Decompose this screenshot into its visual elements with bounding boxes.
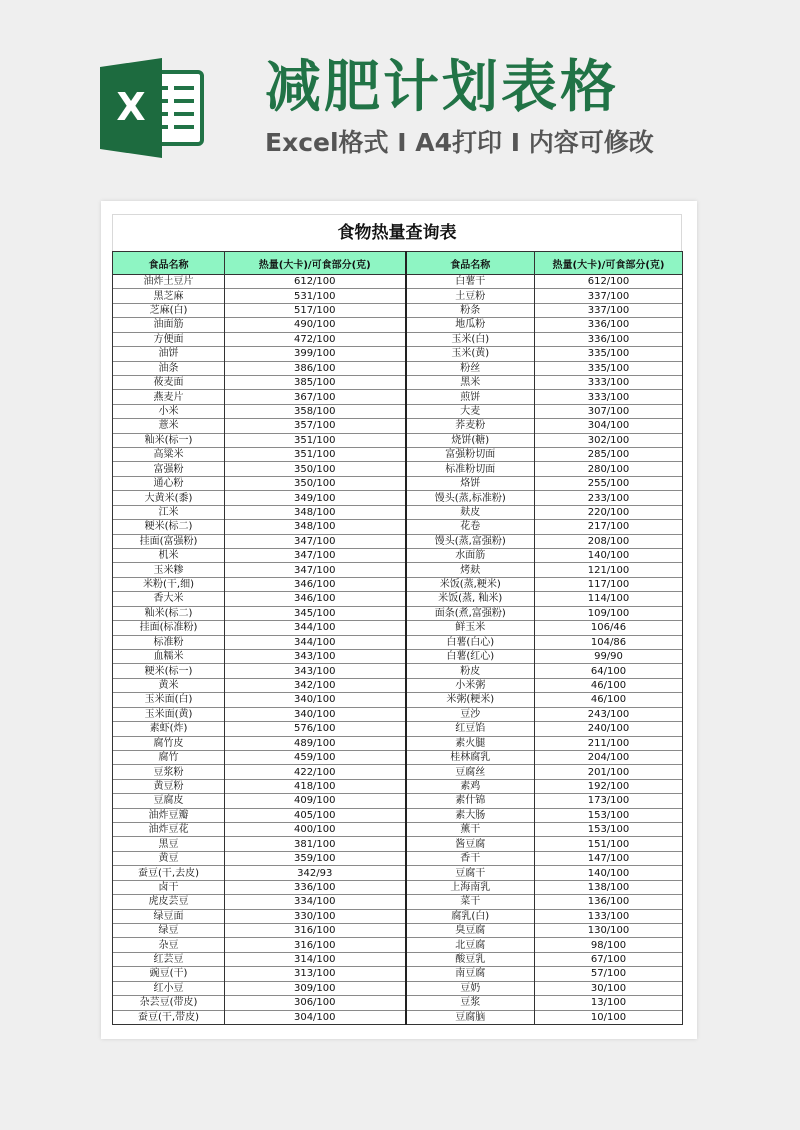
calorie-cell: 367/100 (225, 390, 406, 404)
food-name-cell: 酸豆乳 (406, 952, 535, 966)
calorie-cell: 350/100 (225, 476, 406, 490)
food-name-cell: 杂豆 (113, 938, 225, 952)
table-row (113, 462, 683, 476)
table-row (113, 823, 683, 837)
calorie-cell: 344/100 (225, 635, 406, 649)
food-name-cell: 臭豆腐 (406, 923, 535, 937)
calorie-cell: 347/100 (225, 549, 406, 563)
food-name-cell: 煎饼 (406, 390, 535, 404)
calorie-cell: 99/90 (535, 649, 683, 663)
calorie-cell: 240/100 (535, 722, 683, 736)
food-name-cell: 黄豆 (113, 851, 225, 865)
food-name-cell: 南豆腐 (406, 967, 535, 981)
food-name-cell: 米粉(干,细) (113, 577, 225, 591)
calorie-cell: 334/100 (225, 895, 406, 909)
food-name-cell: 油炸土豆片 (113, 275, 225, 289)
food-name-cell: 地瓜粉 (406, 318, 535, 332)
food-name-cell: 玉米面(黄) (113, 707, 225, 721)
calorie-cell: 153/100 (535, 808, 683, 822)
food-name-cell: 白薯干 (406, 275, 535, 289)
food-name-cell: 水面筋 (406, 549, 535, 563)
calorie-cell: 204/100 (535, 750, 683, 764)
calorie-cell: 67/100 (535, 952, 683, 966)
calorie-cell: 399/100 (225, 347, 406, 361)
food-name-cell: 黑豆 (113, 837, 225, 851)
food-name-cell: 籼米(标一) (113, 433, 225, 447)
calorie-cell: 345/100 (225, 606, 406, 620)
food-name-cell: 白薯(白心) (406, 635, 535, 649)
table-row (113, 419, 683, 433)
table-row (113, 404, 683, 418)
calorie-cell: 351/100 (225, 433, 406, 447)
calorie-cell: 348/100 (225, 505, 406, 519)
calorie-cell: 46/100 (535, 678, 683, 692)
calorie-cell: 280/100 (535, 462, 683, 476)
food-name-cell: 豆浆粉 (113, 765, 225, 779)
food-name-cell: 豌豆(干) (113, 967, 225, 981)
table-row (113, 520, 683, 534)
column-header-calories: 热量(大卡)/可食部分(克) (225, 252, 406, 275)
calorie-cell: 64/100 (535, 664, 683, 678)
food-name-cell: 米饭(蒸, 籼米) (406, 592, 535, 606)
food-name-cell: 素大肠 (406, 808, 535, 822)
calorie-cell: 153/100 (535, 823, 683, 837)
calorie-cell: 359/100 (225, 851, 406, 865)
food-name-cell: 馒头(蒸,标准粉) (406, 491, 535, 505)
calorie-cell: 531/100 (225, 289, 406, 303)
calorie-cell: 140/100 (535, 549, 683, 563)
table-row (113, 476, 683, 490)
food-name-cell: 素什锦 (406, 794, 535, 808)
food-name-cell: 黄米 (113, 678, 225, 692)
calorie-cell: 304/100 (535, 419, 683, 433)
food-name-cell: 黄豆粉 (113, 779, 225, 793)
table-row (113, 433, 683, 447)
food-name-cell: 血糯米 (113, 649, 225, 663)
food-name-cell: 江米 (113, 505, 225, 519)
food-name-cell: 黑芝麻 (113, 289, 225, 303)
calorie-cell: 381/100 (225, 837, 406, 851)
calorie-cell: 344/100 (225, 621, 406, 635)
calorie-cell: 340/100 (225, 693, 406, 707)
food-name-cell: 小米 (113, 404, 225, 418)
food-name-cell: 粉皮 (406, 664, 535, 678)
food-name-cell: 北豆腐 (406, 938, 535, 952)
food-name-cell: 玉米糁 (113, 563, 225, 577)
food-name-cell: 红豆馅 (406, 722, 535, 736)
table-row (113, 837, 683, 851)
table-row (113, 577, 683, 591)
food-name-cell: 米粥(粳米) (406, 693, 535, 707)
food-name-cell: 薰干 (406, 823, 535, 837)
food-name-cell: 挂面(富强粉) (113, 534, 225, 548)
calorie-cell: 192/100 (535, 779, 683, 793)
table-row (113, 549, 683, 563)
calorie-cell: 347/100 (225, 563, 406, 577)
calorie-cell: 472/100 (225, 332, 406, 346)
food-name-cell: 香大米 (113, 592, 225, 606)
calorie-cell: 98/100 (535, 938, 683, 952)
calorie-cell: 316/100 (225, 923, 406, 937)
food-name-cell: 荞麦粉 (406, 419, 535, 433)
table-row (113, 649, 683, 663)
table-row (113, 534, 683, 548)
food-name-cell: 标准粉 (113, 635, 225, 649)
excel-logo-letter: X (116, 85, 146, 129)
calorie-cell: 333/100 (535, 375, 683, 389)
calorie-cell: 233/100 (535, 491, 683, 505)
calorie-cell: 307/100 (535, 404, 683, 418)
calorie-cell: 422/100 (225, 765, 406, 779)
calorie-cell: 130/100 (535, 923, 683, 937)
table-row (113, 952, 683, 966)
calorie-cell: 517/100 (225, 303, 406, 317)
calorie-cell: 337/100 (535, 289, 683, 303)
calorie-cell: 336/100 (535, 332, 683, 346)
food-name-cell: 粉条 (406, 303, 535, 317)
calorie-cell: 30/100 (535, 981, 683, 995)
table-row (113, 505, 683, 519)
table-row (113, 707, 683, 721)
column-header-calories: 热量(大卡)/可食部分(克) (535, 252, 683, 275)
calorie-cell: 109/100 (535, 606, 683, 620)
calorie-cell: 489/100 (225, 736, 406, 750)
food-name-cell: 油炸豆瓣 (113, 808, 225, 822)
calorie-cell: 330/100 (225, 909, 406, 923)
table-row (113, 866, 683, 880)
calorie-cell: 220/100 (535, 505, 683, 519)
food-name-cell: 大麦 (406, 404, 535, 418)
calorie-cell: 306/100 (225, 996, 406, 1010)
food-name-cell: 红小豆 (113, 981, 225, 995)
calorie-cell: 343/100 (225, 664, 406, 678)
calorie-cell: 385/100 (225, 375, 406, 389)
food-name-cell: 通心粉 (113, 476, 225, 490)
food-name-cell: 油炸豆花 (113, 823, 225, 837)
food-name-cell: 腐竹皮 (113, 736, 225, 750)
food-name-cell: 杂芸豆(带皮) (113, 996, 225, 1010)
calorie-cell: 335/100 (535, 347, 683, 361)
table-row (113, 361, 683, 375)
food-name-cell: 油面筋 (113, 318, 225, 332)
food-name-cell: 馒头(蒸,富强粉) (406, 534, 535, 548)
calorie-cell: 358/100 (225, 404, 406, 418)
calorie-cell: 121/100 (535, 563, 683, 577)
table-row (113, 765, 683, 779)
calorie-cell: 302/100 (535, 433, 683, 447)
table-row (113, 390, 683, 404)
calorie-cell: 313/100 (225, 967, 406, 981)
calorie-cell: 336/100 (535, 318, 683, 332)
food-name-cell: 蚕豆(干,带皮) (113, 1010, 225, 1024)
calorie-cell: 46/100 (535, 693, 683, 707)
food-name-cell: 富强粉切面 (406, 448, 535, 462)
food-name-cell: 粳米(标一) (113, 664, 225, 678)
calorie-cell: 343/100 (225, 649, 406, 663)
table-row (113, 923, 683, 937)
table-row (113, 981, 683, 995)
table-row (113, 347, 683, 361)
calorie-cell: 316/100 (225, 938, 406, 952)
calorie-cell: 151/100 (535, 837, 683, 851)
page-header (0, 0, 800, 200)
food-name-cell: 红芸豆 (113, 952, 225, 966)
food-name-cell: 烧饼(糖) (406, 433, 535, 447)
food-name-cell: 豆浆 (406, 996, 535, 1010)
food-name-cell: 土豆粉 (406, 289, 535, 303)
table-row (113, 332, 683, 346)
table-row (113, 693, 683, 707)
calorie-cell: 304/100 (225, 1010, 406, 1024)
calorie-cell: 349/100 (225, 491, 406, 505)
food-name-cell: 素虾(炸) (113, 722, 225, 736)
table-row (113, 621, 683, 635)
calorie-cell: 138/100 (535, 880, 683, 894)
food-name-cell: 粳米(标二) (113, 520, 225, 534)
calorie-cell: 336/100 (225, 880, 406, 894)
excel-logo-icon (100, 58, 204, 158)
table-row (113, 275, 683, 289)
calorie-cell: 173/100 (535, 794, 683, 808)
calorie-cell: 357/100 (225, 419, 406, 433)
calorie-cell: 114/100 (535, 592, 683, 606)
table-row (113, 318, 683, 332)
food-name-cell: 标准粉切面 (406, 462, 535, 476)
calorie-cell: 104/86 (535, 635, 683, 649)
table-row (113, 592, 683, 606)
table-header-row (113, 252, 683, 275)
table-row (113, 678, 683, 692)
table-body (113, 275, 683, 1025)
food-name-cell: 小米粥 (406, 678, 535, 692)
food-name-cell: 大黄米(黍) (113, 491, 225, 505)
food-name-cell: 卤干 (113, 880, 225, 894)
table-row (113, 635, 683, 649)
table-row (113, 779, 683, 793)
page-subtitle: Excel格式 Ⅰ A4打印 Ⅰ 内容可修改 (265, 128, 654, 157)
table-row (113, 967, 683, 981)
calorie-cell: 335/100 (535, 361, 683, 375)
calorie-cell: 201/100 (535, 765, 683, 779)
food-name-cell: 绿豆 (113, 923, 225, 937)
calorie-cell: 140/100 (535, 866, 683, 880)
food-name-cell: 豆腐脑 (406, 1010, 535, 1024)
food-calorie-table (112, 251, 683, 1025)
calorie-cell: 208/100 (535, 534, 683, 548)
table-row (113, 448, 683, 462)
food-name-cell: 黑米 (406, 375, 535, 389)
food-name-cell: 豆腐皮 (113, 794, 225, 808)
calorie-cell: 309/100 (225, 981, 406, 995)
food-name-cell: 菜干 (406, 895, 535, 909)
calorie-cell: 217/100 (535, 520, 683, 534)
calorie-cell: 459/100 (225, 750, 406, 764)
table-row (113, 909, 683, 923)
food-name-cell: 豆腐丝 (406, 765, 535, 779)
calorie-cell: 351/100 (225, 448, 406, 462)
food-name-cell: 香干 (406, 851, 535, 865)
table-row (113, 375, 683, 389)
food-name-cell: 虎皮芸豆 (113, 895, 225, 909)
table-row (113, 303, 683, 317)
food-name-cell: 莜麦面 (113, 375, 225, 389)
table-row (113, 851, 683, 865)
calorie-cell: 340/100 (225, 707, 406, 721)
calorie-cell: 333/100 (535, 390, 683, 404)
food-name-cell: 桂林腐乳 (406, 750, 535, 764)
calorie-cell: 400/100 (225, 823, 406, 837)
food-name-cell: 腐竹 (113, 750, 225, 764)
calorie-cell: 117/100 (535, 577, 683, 591)
calorie-cell: 342/93 (225, 866, 406, 880)
food-name-cell: 绿豆面 (113, 909, 225, 923)
food-name-cell: 粉丝 (406, 361, 535, 375)
calorie-cell: 346/100 (225, 592, 406, 606)
calorie-cell: 136/100 (535, 895, 683, 909)
table-row (113, 1010, 683, 1024)
calorie-cell: 386/100 (225, 361, 406, 375)
calorie-cell: 106/46 (535, 621, 683, 635)
food-name-cell: 腐乳(白) (406, 909, 535, 923)
table-row (113, 606, 683, 620)
food-name-cell: 燕麦片 (113, 390, 225, 404)
calorie-cell: 418/100 (225, 779, 406, 793)
calorie-cell: 13/100 (535, 996, 683, 1010)
table-row (113, 880, 683, 894)
food-name-cell: 豆沙 (406, 707, 535, 721)
table-row (113, 895, 683, 909)
calorie-cell: 285/100 (535, 448, 683, 462)
column-header-food-name: 食品名称 (113, 252, 225, 275)
table-row (113, 736, 683, 750)
table-row (113, 938, 683, 952)
column-header-food-name: 食品名称 (406, 252, 535, 275)
table-row (113, 289, 683, 303)
calorie-cell: 612/100 (535, 275, 683, 289)
table-row (113, 996, 683, 1010)
food-name-cell: 玉米(黄) (406, 347, 535, 361)
food-name-cell: 面条(煮,富强粉) (406, 606, 535, 620)
food-name-cell: 酱豆腐 (406, 837, 535, 851)
table-row (113, 722, 683, 736)
calorie-cell: 576/100 (225, 722, 406, 736)
table-row (113, 563, 683, 577)
food-name-cell: 上海南乳 (406, 880, 535, 894)
food-name-cell: 麸皮 (406, 505, 535, 519)
table-row (113, 794, 683, 808)
food-name-cell: 油条 (113, 361, 225, 375)
food-name-cell: 豆腐干 (406, 866, 535, 880)
calorie-cell: 337/100 (535, 303, 683, 317)
table-title: 食物热量查询表 (112, 214, 682, 251)
food-name-cell: 油饼 (113, 347, 225, 361)
food-name-cell: 烙饼 (406, 476, 535, 490)
food-name-cell: 机米 (113, 549, 225, 563)
calorie-cell: 255/100 (535, 476, 683, 490)
calorie-cell: 211/100 (535, 736, 683, 750)
food-name-cell: 素火腿 (406, 736, 535, 750)
calorie-cell: 314/100 (225, 952, 406, 966)
table-row (113, 664, 683, 678)
calorie-cell: 133/100 (535, 909, 683, 923)
food-name-cell: 薏米 (113, 419, 225, 433)
calorie-cell: 243/100 (535, 707, 683, 721)
calorie-cell: 409/100 (225, 794, 406, 808)
food-name-cell: 玉米面(白) (113, 693, 225, 707)
food-name-cell: 白薯(红心) (406, 649, 535, 663)
table-row (113, 491, 683, 505)
table-row (113, 808, 683, 822)
food-name-cell: 素鸡 (406, 779, 535, 793)
calorie-cell: 10/100 (535, 1010, 683, 1024)
food-name-cell: 高粱米 (113, 448, 225, 462)
food-name-cell: 富强粉 (113, 462, 225, 476)
food-name-cell: 蚕豆(干,去皮) (113, 866, 225, 880)
calorie-cell: 612/100 (225, 275, 406, 289)
food-name-cell: 方便面 (113, 332, 225, 346)
document-paper (101, 201, 697, 1039)
calorie-cell: 342/100 (225, 678, 406, 692)
calorie-cell: 346/100 (225, 577, 406, 591)
food-calorie-sheet (112, 214, 682, 1025)
calorie-cell: 147/100 (535, 851, 683, 865)
food-name-cell: 挂面(标准粉) (113, 621, 225, 635)
table-row (113, 750, 683, 764)
food-name-cell: 籼米(标二) (113, 606, 225, 620)
food-name-cell: 花卷 (406, 520, 535, 534)
food-name-cell: 豆奶 (406, 981, 535, 995)
calorie-cell: 347/100 (225, 534, 406, 548)
food-name-cell: 玉米(白) (406, 332, 535, 346)
calorie-cell: 405/100 (225, 808, 406, 822)
food-name-cell: 米饭(蒸,粳米) (406, 577, 535, 591)
calorie-cell: 490/100 (225, 318, 406, 332)
food-name-cell: 芝麻(白) (113, 303, 225, 317)
calorie-cell: 348/100 (225, 520, 406, 534)
food-name-cell: 鲜玉米 (406, 621, 535, 635)
food-name-cell: 烤麸 (406, 563, 535, 577)
page-title: 减肥计划表格 (265, 55, 619, 120)
calorie-cell: 57/100 (535, 967, 683, 981)
calorie-cell: 350/100 (225, 462, 406, 476)
